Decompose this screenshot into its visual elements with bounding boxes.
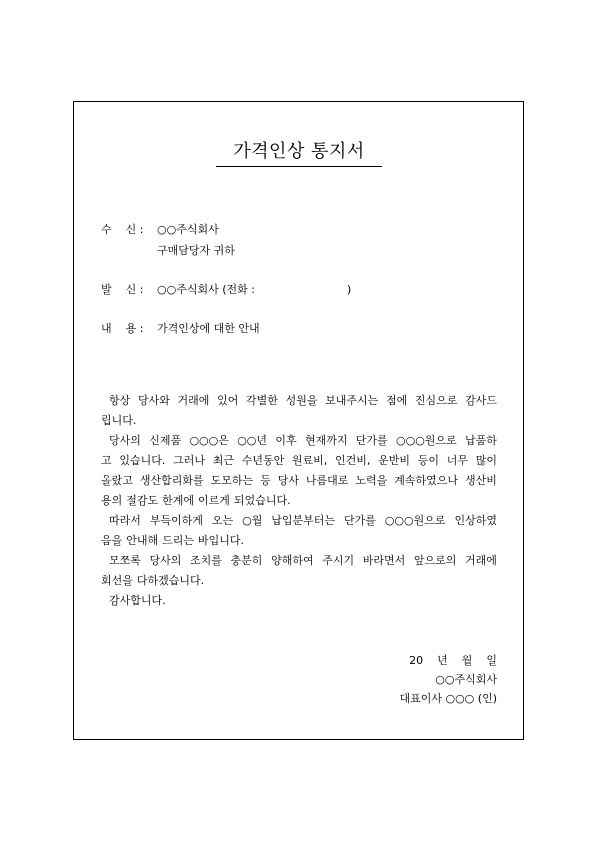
body-word: 운반비 bbox=[378, 454, 410, 467]
body-word: 양해하여 bbox=[271, 554, 314, 567]
body-word: ○○○원으로 bbox=[396, 434, 457, 447]
body-word: 거래에 bbox=[465, 554, 497, 567]
body-word: 안내해 bbox=[126, 534, 159, 547]
body-word: 립니다. bbox=[101, 414, 137, 427]
body-line bbox=[101, 574, 497, 588]
body-word: 고 bbox=[101, 454, 112, 467]
body-line bbox=[101, 534, 497, 548]
body-word: 모쪼록 bbox=[109, 554, 141, 567]
date-line: 20 년 월 일 bbox=[409, 654, 497, 667]
body-word: 신제품 bbox=[149, 434, 182, 447]
body-word: ○○년 bbox=[237, 434, 268, 447]
body-line bbox=[101, 474, 497, 488]
body-word: 한계에 bbox=[162, 494, 195, 507]
body-word: 당사의 bbox=[149, 554, 182, 567]
body-line bbox=[109, 514, 497, 528]
body-word: 거래에 bbox=[177, 394, 210, 407]
body-word: 단가를 bbox=[343, 514, 376, 527]
sender-company: ○○주식회사 (전화 : bbox=[157, 283, 255, 296]
body-word: 최근 bbox=[212, 454, 234, 467]
body-word: ○○○은 bbox=[189, 434, 229, 447]
body-word: 항상 bbox=[109, 394, 131, 407]
document-title: 가격인상 통지서 bbox=[233, 141, 365, 162]
recipient-company: ○○주식회사 bbox=[157, 223, 219, 236]
body-word: 절감도 bbox=[126, 494, 159, 507]
body-word: 다하겠습니다. bbox=[136, 574, 205, 587]
closing-company: ○○주식회사 bbox=[435, 673, 497, 686]
body-word: 당사의 bbox=[109, 434, 141, 447]
body-word: 부득이하게 bbox=[149, 514, 203, 527]
body-word: 있어 bbox=[217, 394, 239, 407]
body-line bbox=[109, 554, 497, 568]
body-word: 수년동안 bbox=[241, 454, 285, 467]
body-word: 원료비, bbox=[291, 454, 328, 467]
body-word: 바라면서 bbox=[362, 554, 406, 567]
body-word: 생산비 bbox=[465, 474, 497, 487]
body-word: 현재까지 bbox=[304, 434, 348, 447]
closing-signer: 대표이사 ○○○ (인) bbox=[399, 692, 497, 705]
body-word: 이후 bbox=[275, 434, 297, 447]
body-word: 드리는 bbox=[162, 534, 195, 547]
body-word: 따라서 bbox=[109, 514, 141, 527]
body-line bbox=[101, 414, 497, 428]
body-word: 충분히 bbox=[230, 554, 263, 567]
body-word: 음을 bbox=[101, 534, 123, 547]
body-word: 주시기 bbox=[322, 554, 355, 567]
body-word: 용의 bbox=[101, 494, 123, 507]
body-word: 점에 bbox=[385, 394, 408, 407]
body-word: 각별한 bbox=[246, 394, 278, 407]
body-word: 많이 bbox=[475, 454, 497, 467]
body-word: 노력을 bbox=[355, 474, 388, 487]
body-line bbox=[109, 434, 497, 448]
body-word: 올랐고 bbox=[101, 474, 133, 487]
body-word: ○월 bbox=[242, 514, 263, 527]
body-word: 감사드 bbox=[465, 394, 497, 407]
body-word: 등이 bbox=[417, 454, 439, 467]
body-word: 조치를 bbox=[190, 554, 222, 567]
body-word: 나름대로 bbox=[305, 474, 349, 487]
body-word: 인건비, bbox=[335, 454, 371, 467]
body-word: 바입니다. bbox=[198, 534, 245, 547]
sender-phone-close: ) bbox=[347, 283, 352, 296]
body-word: 앞으로의 bbox=[413, 554, 457, 567]
body-line bbox=[101, 454, 497, 468]
sender-label: 발 신 : bbox=[101, 283, 144, 296]
body-word: 단가를 bbox=[355, 434, 388, 447]
body-word: 당사 bbox=[277, 474, 299, 487]
body-word: 감사합니다. bbox=[109, 594, 166, 607]
recipient-person: 구매담당자 귀하 bbox=[157, 244, 235, 257]
body-line bbox=[109, 394, 497, 408]
body-word: 있습니다. bbox=[119, 454, 166, 467]
body-word: 당사와 bbox=[137, 394, 170, 407]
title-underline bbox=[216, 166, 382, 167]
recipient-label: 수 신 : bbox=[101, 223, 144, 236]
body-word: 납품하 bbox=[465, 434, 497, 447]
body-word: 생산합리화를 bbox=[139, 474, 204, 487]
subject-label: 내 용 : bbox=[101, 322, 144, 335]
body-word: 오는 bbox=[211, 514, 234, 527]
subject-text: 가격인상에 대한 안내 bbox=[157, 322, 260, 335]
body-word: 진심으로 bbox=[414, 394, 458, 407]
body-word: ○○○원으로 bbox=[384, 514, 446, 527]
body-word: 보내주시는 bbox=[325, 394, 379, 407]
body-word: 도모하는 bbox=[210, 474, 254, 487]
body-word: 등 bbox=[260, 474, 271, 487]
body-word: 이르게 bbox=[198, 494, 230, 507]
body-word: 납입분부터는 bbox=[271, 514, 336, 527]
body-line bbox=[101, 494, 497, 508]
body-word: 회선을 bbox=[101, 574, 133, 587]
body-word: 되었습니다. bbox=[233, 494, 291, 507]
body-word: 너무 bbox=[446, 454, 468, 467]
body-line bbox=[109, 594, 170, 608]
body-word: 계속하였으나 bbox=[394, 474, 459, 487]
body-word: 인상하였 bbox=[454, 514, 497, 527]
body-word: 그러나 bbox=[173, 454, 205, 467]
body-word: 성원을 bbox=[285, 394, 318, 407]
